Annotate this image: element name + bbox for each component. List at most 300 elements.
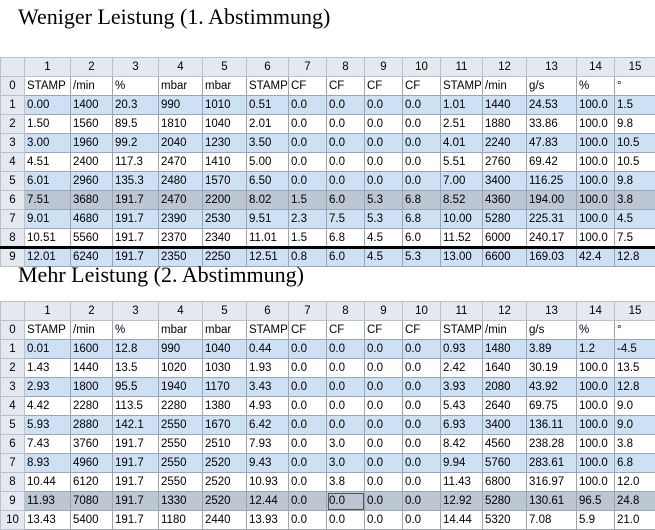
unit-cell[interactable]: mbar	[159, 77, 203, 96]
data-cell[interactable]: 2340	[203, 229, 247, 248]
table-row[interactable]	[1, 153, 655, 172]
data-cell[interactable]: 4.01	[441, 134, 483, 153]
data-cell[interactable]: 5.9	[577, 511, 615, 530]
data-cell[interactable]: 3.0	[327, 454, 365, 473]
data-cell[interactable]: 2550	[159, 473, 203, 492]
data-cell[interactable]: 4.51	[25, 153, 71, 172]
data-cell[interactable]: 1.43	[25, 359, 71, 378]
data-cell[interactable]: 1010	[203, 96, 247, 115]
column-header[interactable]: 13	[527, 58, 577, 77]
data-cell[interactable]: 3.93	[441, 378, 483, 397]
data-cell[interactable]: 2.3	[289, 210, 327, 229]
data-cell[interactable]: 10.93	[247, 473, 289, 492]
data-cell[interactable]: 100.0	[577, 473, 615, 492]
data-cell[interactable]: 4.5	[615, 210, 655, 229]
data-cell[interactable]: 0.0	[365, 115, 403, 134]
column-header[interactable]: 15	[615, 58, 655, 77]
data-cell[interactable]: 130.61	[527, 492, 577, 511]
data-cell[interactable]: 191.7	[113, 454, 159, 473]
unit-cell[interactable]: mbar	[203, 321, 247, 340]
unit-cell[interactable]: CF	[327, 321, 365, 340]
data-cell[interactable]: 5.3	[403, 248, 441, 267]
data-cell[interactable]: 0.0	[289, 435, 327, 454]
data-cell[interactable]: 1040	[203, 115, 247, 134]
column-header[interactable]: 12	[483, 58, 527, 77]
data-cell[interactable]: 6.0	[327, 191, 365, 210]
unit-cell[interactable]: STAMP	[247, 77, 289, 96]
data-cell[interactable]: 2960	[71, 172, 113, 191]
unit-cell[interactable]: STAMP	[247, 321, 289, 340]
table-row[interactable]	[1, 454, 655, 473]
data-cell[interactable]: 0.44	[247, 340, 289, 359]
data-cell[interactable]: 42.4	[577, 248, 615, 267]
column-header[interactable]: 7	[289, 58, 327, 77]
column-header[interactable]: 11	[441, 58, 483, 77]
data-grid-1[interactable]	[0, 57, 655, 267]
data-cell[interactable]: 2250	[203, 248, 247, 267]
data-cell[interactable]: 1600	[71, 340, 113, 359]
unit-cell[interactable]: mbar	[159, 321, 203, 340]
row-header[interactable]: 8	[1, 473, 25, 492]
table-row[interactable]	[1, 229, 655, 248]
data-cell[interactable]: 6600	[483, 248, 527, 267]
data-cell[interactable]: 100.0	[577, 191, 615, 210]
column-header[interactable]: 6	[247, 302, 289, 321]
column-header[interactable]: 5	[203, 58, 247, 77]
unit-cell[interactable]: /min	[483, 321, 527, 340]
data-cell[interactable]: 2470	[159, 153, 203, 172]
data-cell[interactable]: 0.0	[403, 134, 441, 153]
data-cell[interactable]: 1.5	[289, 191, 327, 210]
row-header[interactable]: 9	[1, 248, 25, 267]
data-cell[interactable]: 12.8	[113, 340, 159, 359]
data-cell[interactable]: 6.93	[441, 416, 483, 435]
data-cell[interactable]: 9.01	[25, 210, 71, 229]
data-cell[interactable]: 0.0	[327, 96, 365, 115]
data-cell[interactable]: 0.93	[441, 340, 483, 359]
column-header[interactable]: 14	[577, 58, 615, 77]
unit-cell[interactable]: CF	[403, 77, 441, 96]
row-header[interactable]: 5	[1, 416, 25, 435]
column-header[interactable]: 7	[289, 302, 327, 321]
unit-cell[interactable]: CF	[403, 321, 441, 340]
data-cell[interactable]: 6120	[71, 473, 113, 492]
data-cell[interactable]: 1170	[203, 378, 247, 397]
data-cell[interactable]: 1440	[483, 96, 527, 115]
column-header[interactable]: 2	[71, 58, 113, 77]
data-cell[interactable]: 8.02	[247, 191, 289, 210]
data-cell[interactable]: 2350	[159, 248, 203, 267]
data-cell[interactable]: 1480	[483, 340, 527, 359]
data-cell[interactable]: 0.0	[403, 340, 441, 359]
data-cell[interactable]: 3.0	[327, 435, 365, 454]
data-cell[interactable]: 24.53	[527, 96, 577, 115]
data-cell[interactable]: 238.28	[527, 435, 577, 454]
data-cell[interactable]: 7.43	[25, 435, 71, 454]
data-cell[interactable]: 1940	[159, 378, 203, 397]
data-cell[interactable]: 0.0	[403, 416, 441, 435]
data-cell[interactable]: 2550	[159, 454, 203, 473]
data-cell[interactable]: 135.3	[113, 172, 159, 191]
data-cell[interactable]: 100.0	[577, 359, 615, 378]
row-header[interactable]: 10	[1, 511, 25, 530]
data-cell[interactable]: 100.0	[577, 435, 615, 454]
table-row[interactable]	[1, 435, 655, 454]
data-cell[interactable]: 0.0	[327, 416, 365, 435]
row-header[interactable]: 1	[1, 340, 25, 359]
unit-cell[interactable]: STAMP	[25, 321, 71, 340]
data-cell[interactable]: 8.42	[441, 435, 483, 454]
data-cell[interactable]: 1230	[203, 134, 247, 153]
unit-cell[interactable]: g/s	[527, 77, 577, 96]
unit-cell[interactable]: °	[615, 77, 655, 96]
data-cell[interactable]: 3.43	[247, 378, 289, 397]
table-row[interactable]	[1, 210, 655, 229]
data-cell[interactable]: 0.0	[403, 473, 441, 492]
data-cell[interactable]: 100.0	[577, 378, 615, 397]
data-cell[interactable]: 3400	[483, 172, 527, 191]
data-cell[interactable]: 0.0	[403, 153, 441, 172]
data-cell[interactable]: 1380	[203, 397, 247, 416]
row-header[interactable]: 4	[1, 153, 25, 172]
unit-cell[interactable]: STAMP	[441, 321, 483, 340]
data-cell[interactable]: 6.8	[327, 229, 365, 248]
data-cell[interactable]: 1400	[71, 96, 113, 115]
data-cell[interactable]: 0.0	[289, 340, 327, 359]
data-cell[interactable]: 0.0	[327, 172, 365, 191]
data-cell[interactable]: 11.01	[247, 229, 289, 248]
data-cell[interactable]: 2080	[483, 378, 527, 397]
data-cell[interactable]: 10.00	[441, 210, 483, 229]
data-cell[interactable]: 12.8	[615, 378, 655, 397]
data-cell[interactable]: 0.0	[365, 435, 403, 454]
data-cell[interactable]: 6.0	[327, 248, 365, 267]
data-cell[interactable]: 0.0	[365, 416, 403, 435]
data-cell[interactable]: 6.8	[403, 210, 441, 229]
data-cell[interactable]: 113.5	[113, 397, 159, 416]
corner-cell[interactable]	[1, 302, 25, 321]
row-header[interactable]: 8	[1, 229, 25, 248]
data-cell[interactable]: 0.0	[289, 397, 327, 416]
data-cell[interactable]: 1560	[71, 115, 113, 134]
column-header[interactable]: 4	[159, 58, 203, 77]
data-cell[interactable]: 2520	[203, 473, 247, 492]
data-cell[interactable]: 4960	[71, 454, 113, 473]
table-row[interactable]	[1, 96, 655, 115]
data-cell[interactable]: 14.44	[441, 511, 483, 530]
data-cell[interactable]: 169.03	[527, 248, 577, 267]
data-cell[interactable]: 3.8	[615, 435, 655, 454]
row-header[interactable]: 6	[1, 435, 25, 454]
column-header[interactable]: 11	[441, 302, 483, 321]
data-cell[interactable]: 1020	[159, 359, 203, 378]
data-cell[interactable]: 2.51	[441, 115, 483, 134]
unit-cell[interactable]: CF	[327, 77, 365, 96]
data-cell[interactable]: 12.44	[247, 492, 289, 511]
data-cell[interactable]: 1330	[159, 492, 203, 511]
data-cell[interactable]: 100.0	[577, 153, 615, 172]
data-cell[interactable]: 0.0	[403, 359, 441, 378]
table-row[interactable]	[1, 359, 655, 378]
data-cell[interactable]: 6.42	[247, 416, 289, 435]
data-cell[interactable]: 7.51	[25, 191, 71, 210]
data-cell[interactable]: 316.97	[527, 473, 577, 492]
data-cell[interactable]: 4.93	[247, 397, 289, 416]
data-cell[interactable]: 225.31	[527, 210, 577, 229]
data-cell[interactable]: 6000	[483, 229, 527, 248]
row-header[interactable]: 3	[1, 134, 25, 153]
data-cell[interactable]: 3.8	[615, 191, 655, 210]
column-header[interactable]: 8	[327, 58, 365, 77]
column-header[interactable]: 9	[365, 58, 403, 77]
data-cell[interactable]: 0.0	[365, 153, 403, 172]
data-cell[interactable]: 7.08	[527, 511, 577, 530]
data-cell[interactable]: 12.8	[615, 248, 655, 267]
data-cell[interactable]: 6.8	[403, 191, 441, 210]
data-cell[interactable]: 0.0	[365, 473, 403, 492]
data-cell[interactable]: 2400	[71, 153, 113, 172]
data-cell[interactable]: 1.5	[615, 96, 655, 115]
data-cell[interactable]: 0.0	[289, 416, 327, 435]
data-cell[interactable]: 0.0	[365, 340, 403, 359]
data-cell[interactable]: 5400	[71, 511, 113, 530]
data-cell[interactable]: 240.17	[527, 229, 577, 248]
data-cell[interactable]: 2510	[203, 435, 247, 454]
data-cell[interactable]: 6240	[71, 248, 113, 267]
row-header[interactable]: 0	[1, 321, 25, 340]
table-row[interactable]	[1, 473, 655, 492]
data-cell[interactable]: 5.93	[25, 416, 71, 435]
row-header[interactable]: 3	[1, 378, 25, 397]
data-cell[interactable]: 10.5	[615, 153, 655, 172]
column-header[interactable]: 15	[615, 302, 655, 321]
data-cell[interactable]: 69.42	[527, 153, 577, 172]
row-header[interactable]: 5	[1, 172, 25, 191]
table-row[interactable]	[1, 397, 655, 416]
data-cell[interactable]: 283.61	[527, 454, 577, 473]
column-header[interactable]: 1	[25, 58, 71, 77]
data-cell[interactable]: 5.51	[441, 153, 483, 172]
data-cell[interactable]: 0.0	[403, 454, 441, 473]
data-cell[interactable]: 2470	[159, 191, 203, 210]
data-cell[interactable]: 11.43	[441, 473, 483, 492]
data-cell[interactable]: 5.3	[365, 191, 403, 210]
data-cell[interactable]: 0.0	[403, 435, 441, 454]
table-row[interactable]	[1, 172, 655, 191]
data-cell[interactable]: 5280	[483, 492, 527, 511]
data-cell[interactable]: 2040	[159, 134, 203, 153]
data-cell[interactable]: 6.50	[247, 172, 289, 191]
data-cell[interactable]: 0.0	[403, 511, 441, 530]
data-cell[interactable]: 1810	[159, 115, 203, 134]
data-cell[interactable]: 0.51	[247, 96, 289, 115]
data-cell[interactable]: 100.0	[577, 115, 615, 134]
unit-cell[interactable]: %	[113, 77, 159, 96]
column-header[interactable]: 10	[403, 302, 441, 321]
data-cell[interactable]: 11.93	[25, 492, 71, 511]
data-cell[interactable]: 4680	[71, 210, 113, 229]
data-cell[interactable]: 2530	[203, 210, 247, 229]
data-cell[interactable]: 30.19	[527, 359, 577, 378]
data-cell[interactable]: 100.0	[577, 172, 615, 191]
column-header[interactable]: 9	[365, 302, 403, 321]
data-cell[interactable]: 7080	[71, 492, 113, 511]
data-cell[interactable]: 8.93	[25, 454, 71, 473]
data-cell[interactable]: 0.0	[327, 492, 365, 511]
table-row[interactable]	[1, 378, 655, 397]
data-cell[interactable]: 100.0	[577, 416, 615, 435]
data-cell[interactable]: 10.5	[615, 134, 655, 153]
data-cell[interactable]: 12.01	[25, 248, 71, 267]
data-cell[interactable]: 116.25	[527, 172, 577, 191]
unit-cell[interactable]: STAMP	[25, 77, 71, 96]
data-cell[interactable]: 191.7	[113, 229, 159, 248]
data-cell[interactable]: 2280	[159, 397, 203, 416]
unit-cell[interactable]: mbar	[203, 77, 247, 96]
data-cell[interactable]: 2280	[71, 397, 113, 416]
data-cell[interactable]: 0.0	[327, 153, 365, 172]
unit-cell[interactable]: %	[577, 77, 615, 96]
data-cell[interactable]: 4.42	[25, 397, 71, 416]
row-header[interactable]: 7	[1, 454, 25, 473]
data-cell[interactable]: 2.01	[247, 115, 289, 134]
data-cell[interactable]: 0.0	[403, 492, 441, 511]
data-cell[interactable]: 3760	[71, 435, 113, 454]
data-cell[interactable]: 9.8	[615, 115, 655, 134]
row-header[interactable]: 6	[1, 191, 25, 210]
data-cell[interactable]: 0.00	[25, 96, 71, 115]
data-cell[interactable]: 5.00	[247, 153, 289, 172]
data-cell[interactable]: 7.5	[327, 210, 365, 229]
unit-cell[interactable]: %	[113, 321, 159, 340]
row-header[interactable]: 7	[1, 210, 25, 229]
data-cell[interactable]: 6800	[483, 473, 527, 492]
row-header[interactable]: 1	[1, 96, 25, 115]
unit-cell[interactable]: /min	[71, 321, 113, 340]
data-cell[interactable]: 13.5	[615, 359, 655, 378]
data-cell[interactable]: 1.50	[25, 115, 71, 134]
data-cell[interactable]: 2880	[71, 416, 113, 435]
data-cell[interactable]: 3.00	[25, 134, 71, 153]
table-row[interactable]	[1, 340, 655, 359]
data-cell[interactable]: 9.94	[441, 454, 483, 473]
data-cell[interactable]: 2440	[203, 511, 247, 530]
column-header[interactable]: 5	[203, 302, 247, 321]
data-cell[interactable]: 5560	[71, 229, 113, 248]
data-cell[interactable]: 0.0	[289, 96, 327, 115]
data-cell[interactable]: 0.0	[365, 511, 403, 530]
data-cell[interactable]: 1040	[203, 340, 247, 359]
data-cell[interactable]: 12.0	[615, 473, 655, 492]
data-cell[interactable]: 0.0	[327, 511, 365, 530]
column-header[interactable]: 12	[483, 302, 527, 321]
data-cell[interactable]: 1800	[71, 378, 113, 397]
data-cell[interactable]: 6.8	[615, 454, 655, 473]
data-cell[interactable]: 47.83	[527, 134, 577, 153]
data-cell[interactable]: 0.0	[289, 454, 327, 473]
data-cell[interactable]: 1030	[203, 359, 247, 378]
table-row[interactable]	[1, 134, 655, 153]
unit-cell[interactable]: /min	[71, 77, 113, 96]
data-cell[interactable]: 5760	[483, 454, 527, 473]
data-cell[interactable]: 1960	[71, 134, 113, 153]
data-cell[interactable]: 0.0	[403, 115, 441, 134]
data-cell[interactable]: 2390	[159, 210, 203, 229]
data-cell[interactable]: 0.0	[365, 134, 403, 153]
unit-cell[interactable]: /min	[483, 77, 527, 96]
data-cell[interactable]: 191.7	[113, 511, 159, 530]
data-cell[interactable]: 1410	[203, 153, 247, 172]
data-cell[interactable]: 0.0	[289, 172, 327, 191]
data-cell[interactable]: 100.0	[577, 134, 615, 153]
data-cell[interactable]: 13.93	[247, 511, 289, 530]
data-cell[interactable]: 990	[159, 340, 203, 359]
column-header[interactable]: 3	[113, 58, 159, 77]
data-cell[interactable]: 2480	[159, 172, 203, 191]
data-cell[interactable]: 0.0	[289, 492, 327, 511]
data-cell[interactable]: 9.43	[247, 454, 289, 473]
data-cell[interactable]: 0.0	[327, 115, 365, 134]
data-cell[interactable]: 5280	[483, 210, 527, 229]
data-cell[interactable]: 2550	[159, 416, 203, 435]
data-cell[interactable]: 9.0	[615, 397, 655, 416]
data-cell[interactable]: 7.00	[441, 172, 483, 191]
data-cell[interactable]: 191.7	[113, 191, 159, 210]
corner-cell[interactable]	[1, 58, 25, 77]
data-cell[interactable]: 0.01	[25, 340, 71, 359]
data-cell[interactable]: 9.51	[247, 210, 289, 229]
row-header[interactable]: 0	[1, 77, 25, 96]
data-cell[interactable]: 191.7	[113, 492, 159, 511]
data-cell[interactable]: 0.0	[403, 172, 441, 191]
data-cell[interactable]: 0.0	[289, 473, 327, 492]
data-cell[interactable]: 1.5	[289, 229, 327, 248]
data-cell[interactable]: 100.0	[577, 397, 615, 416]
data-cell[interactable]: 1.01	[441, 96, 483, 115]
data-cell[interactable]: 1.93	[247, 359, 289, 378]
column-header[interactable]: 1	[25, 302, 71, 321]
data-cell[interactable]: 2240	[483, 134, 527, 153]
data-cell[interactable]: 100.0	[577, 96, 615, 115]
data-cell[interactable]: 0.0	[365, 454, 403, 473]
data-cell[interactable]: 2520	[203, 492, 247, 511]
unit-cell[interactable]: STAMP	[441, 77, 483, 96]
data-cell[interactable]: 10.44	[25, 473, 71, 492]
data-cell[interactable]: 69.75	[527, 397, 577, 416]
unit-cell[interactable]: CF	[289, 321, 327, 340]
data-cell[interactable]: 0.0	[365, 492, 403, 511]
data-cell[interactable]: 2520	[203, 454, 247, 473]
data-cell[interactable]: 7.5	[615, 229, 655, 248]
data-cell[interactable]: 1670	[203, 416, 247, 435]
data-cell[interactable]: 20.3	[113, 96, 159, 115]
data-cell[interactable]: 0.0	[327, 378, 365, 397]
data-cell[interactable]: 191.7	[113, 435, 159, 454]
data-cell[interactable]: 136.11	[527, 416, 577, 435]
unit-cell[interactable]: CF	[365, 321, 403, 340]
data-cell[interactable]: 2.93	[25, 378, 71, 397]
data-cell[interactable]: 2370	[159, 229, 203, 248]
data-cell[interactable]: 3.89	[527, 340, 577, 359]
data-cell[interactable]: 9.0	[615, 416, 655, 435]
data-cell[interactable]: 1180	[159, 511, 203, 530]
data-cell[interactable]: 13.5	[113, 359, 159, 378]
table-row[interactable]	[1, 492, 655, 511]
data-cell[interactable]: 100.0	[577, 229, 615, 248]
data-cell[interactable]: 21.0	[615, 511, 655, 530]
row-header[interactable]: 9	[1, 492, 25, 511]
column-header[interactable]: 2	[71, 302, 113, 321]
